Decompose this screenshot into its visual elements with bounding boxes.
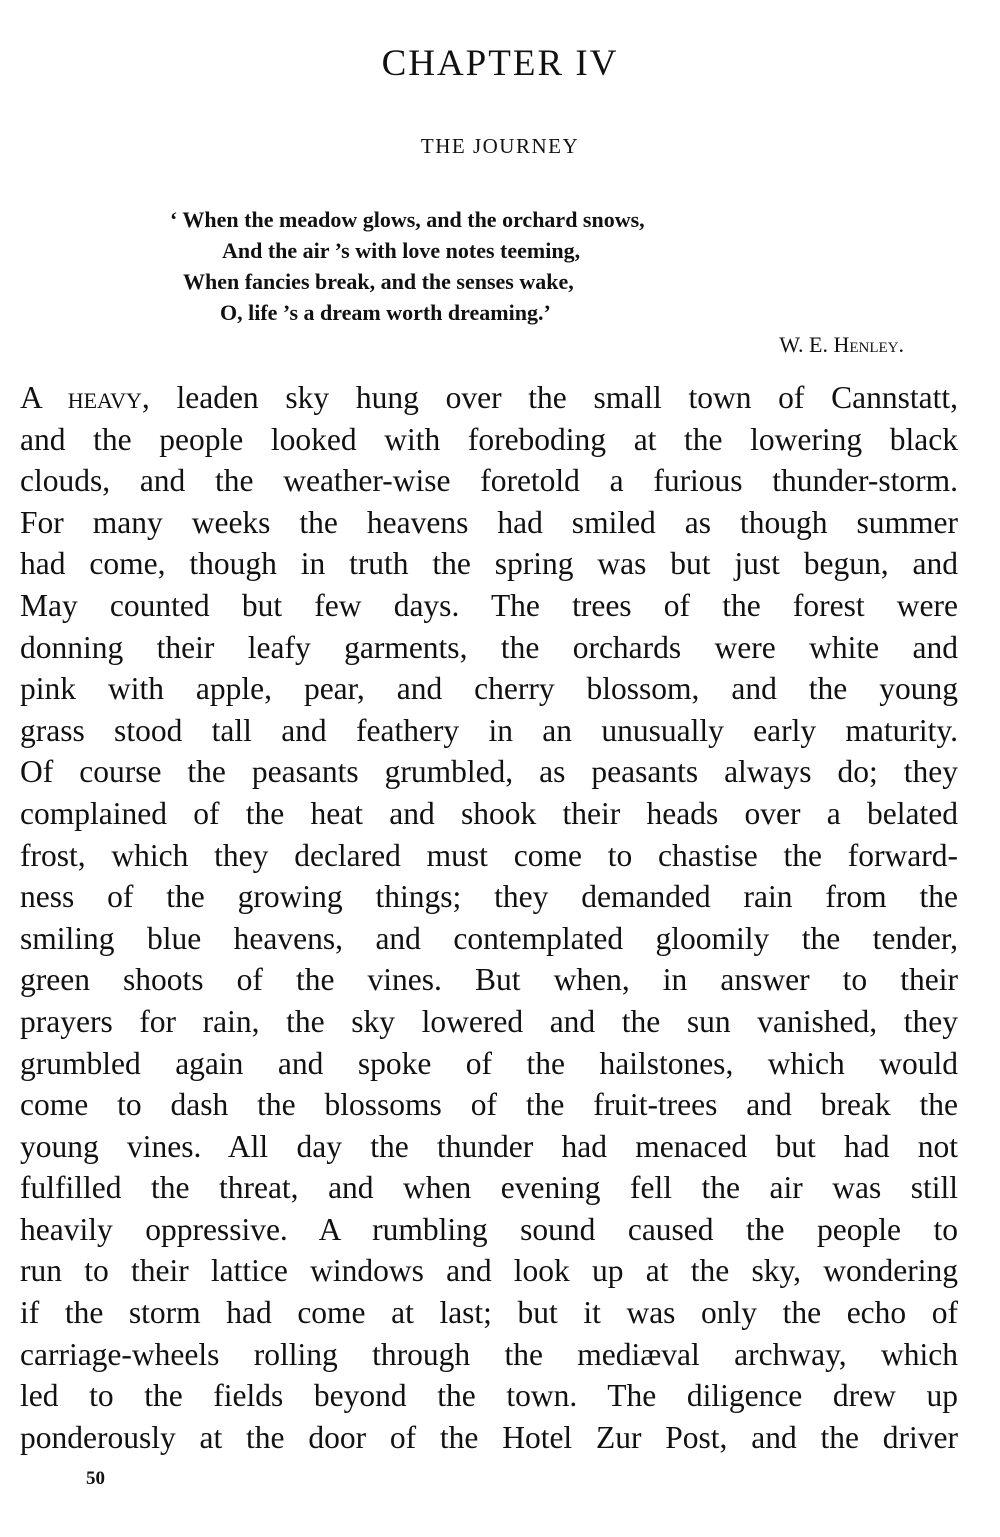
body-line: Of course the peasants grumbled, as peasants always do; they (20, 754, 958, 790)
epigraph-line: And the air ’s with love notes teeming, (222, 238, 581, 263)
body-line: heavily oppressive. A rumbling sound caused the people to (20, 1211, 958, 1247)
body-line: and the people looked with foreboding at the lowering black (20, 421, 958, 457)
chapter-title: CHAPTER IV (381, 43, 619, 84)
attribution-name: Henley. (833, 332, 904, 357)
body-line: carriage-wheels rolling through the mediæval archway, which (20, 1336, 958, 1372)
body-line: ponderously at the door of the Hotel Zur Post, and the driver (20, 1419, 958, 1455)
body-line: grumbled again and spoke of the hailstones, which would (20, 1045, 958, 1081)
body-line: donning their leafy garments, the orchards were white and (20, 629, 958, 665)
epigraph-attribution (779, 332, 904, 358)
body-line: led to the fields beyond the town. The diligence drew up (20, 1378, 958, 1414)
body-line: complained of the heat and shook their heads over a belated (20, 795, 958, 831)
body-line: grass stood tall and feathery in an unusually early maturity. (20, 712, 958, 748)
body-line (20, 377, 958, 419)
lead-word: A heavy, (20, 380, 150, 415)
body-line: clouds, and the weather-wise foretold a furious thunder-storm. (20, 463, 958, 499)
body-line: ness of the growing things; they demanded rain from the (20, 879, 958, 915)
body-line: For many weeks the heavens had smiled as though summer (20, 504, 958, 540)
attribution-initials: W. E. (779, 332, 834, 357)
epigraph-line: O, life ’s a dream worth dreaming.’ (220, 300, 551, 325)
chapter-subtitle: THE JOURNEY (420, 134, 580, 158)
body-line: had come, though in truth the spring was but just begun, and (20, 546, 958, 582)
body-line: green shoots of the vines. But when, in answer to their (20, 962, 958, 998)
epigraph-line: ‘ When the meadow glows, and the orchard snows, (170, 207, 645, 232)
body-line: prayers for rain, the sky lowered and the sun vanished, they (20, 1003, 958, 1039)
body-line: come to dash the blossoms of the fruit-trees and break the (20, 1087, 958, 1123)
body-line: fulfilled the threat, and when evening fell the air was still (20, 1170, 958, 1206)
page-number: 50 (86, 1468, 105, 1489)
epigraph-line: When fancies break, and the senses wake, (183, 269, 574, 294)
body-text (20, 377, 958, 1458)
body-line: young vines. All day the thunder had menaced but had not (20, 1128, 958, 1164)
body-line: pink with apple, pear, and cherry blossom, and the young (20, 671, 958, 707)
first-line-text: leaden sky hung over the small town of Cannstatt, (149, 380, 958, 415)
body-line: run to their lattice windows and look up at the sky, wondering (20, 1253, 958, 1289)
body-line: smiling blue heavens, and contemplated gloomily the tender, (20, 920, 958, 956)
body-line: frost, which they declared must come to chastise the forward- (20, 837, 958, 873)
body-line: May counted but few days. The trees of the forest were (20, 587, 958, 623)
body-line: if the storm had come at last; but it was only the echo of (20, 1295, 958, 1331)
